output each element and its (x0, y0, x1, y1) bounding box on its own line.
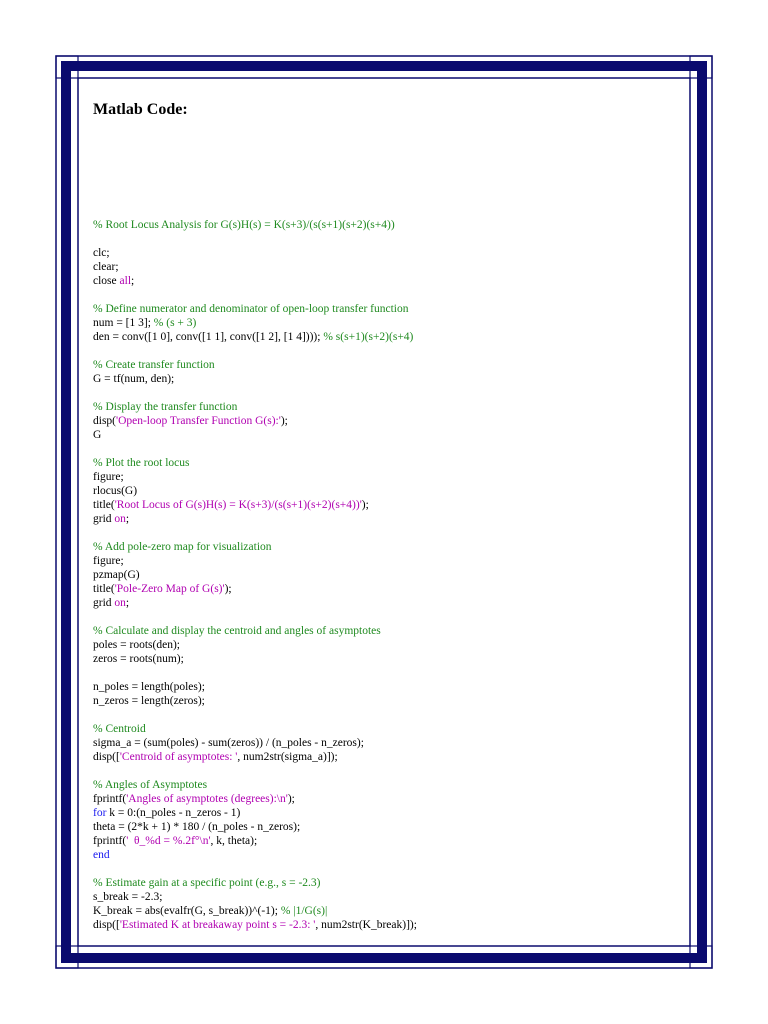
matlab-code-block (93, 218, 713, 932)
code-comment: % Centroid (93, 723, 146, 735)
code-string: 'Pole-Zero Map of G(s)' (114, 583, 225, 595)
code-line (93, 372, 713, 386)
code-line (93, 778, 713, 792)
code-line (93, 246, 713, 260)
code-text: ); (287, 793, 295, 805)
blank-line (93, 708, 713, 722)
code-line (93, 498, 713, 512)
code-comment: % (s + 3) (153, 317, 197, 329)
code-line (93, 820, 713, 834)
code-line (93, 218, 713, 232)
code-line (93, 274, 713, 288)
code-line (93, 680, 713, 694)
code-line (93, 834, 713, 848)
code-text: num = [1 3]; (93, 317, 154, 329)
document-heading: Matlab Code: (93, 101, 188, 118)
code-text: n_zeros = length(zeros); (93, 695, 205, 707)
code-string: 'Angles of asymptotes (degrees):\n' (126, 793, 288, 805)
code-text: fprintf( (93, 793, 127, 805)
code-text: zeros = roots(num); (93, 653, 184, 665)
code-comment: % Root Locus Analysis for G(s)H(s) = K(s+3)/(s(s+1)(s+2)(s+4)) (93, 219, 395, 231)
code-line (93, 904, 713, 918)
code-text: title( (93, 583, 115, 595)
code-line (93, 582, 713, 596)
code-text: disp( (93, 415, 116, 427)
code-text: ; (125, 597, 130, 609)
code-line (93, 358, 713, 372)
blank-line (93, 232, 713, 246)
code-text: clc; (93, 247, 110, 259)
code-string: on (114, 597, 126, 609)
code-comment: % Define numerator and denominator of open-loop transfer function (93, 303, 409, 315)
code-text: ); (361, 499, 369, 511)
blank-line (93, 764, 713, 778)
code-line (93, 484, 713, 498)
blank-line (93, 442, 713, 456)
code-text: figure; (93, 471, 124, 483)
code-text: fprintf( (93, 835, 127, 847)
code-text: ; (131, 275, 135, 287)
code-text: G (93, 429, 102, 441)
code-comment: % Create transfer function (93, 359, 215, 371)
code-line (93, 330, 713, 344)
code-line (93, 890, 713, 904)
code-line (93, 554, 713, 568)
code-text: ); (280, 415, 288, 427)
code-text: s_break = -2.3; (93, 891, 163, 903)
code-text: poles = roots(den); (93, 639, 180, 651)
code-line (93, 470, 713, 484)
code-line (93, 848, 713, 862)
code-keyword: end (93, 849, 110, 861)
code-string: 'Open-loop Transfer Function G(s):' (116, 415, 281, 427)
code-line (93, 694, 713, 708)
code-line (93, 414, 713, 428)
blank-line (93, 526, 713, 540)
code-text: G = tf(num, den); (93, 373, 175, 385)
code-comment: % Estimate gain at a specific point (e.g., s = -2.3) (93, 877, 321, 889)
code-string: 'Estimated K at breakaway point s = -2.3: ' (119, 919, 316, 931)
code-line (93, 750, 713, 764)
code-line (93, 302, 713, 316)
code-comment: % Add pole-zero map for visualization (93, 541, 272, 553)
code-comment: % |1/G(s)| (280, 905, 328, 917)
code-text: theta = (2*k + 1) * 180 / (n_poles - n_zeros); (93, 821, 301, 833)
code-line (93, 624, 713, 638)
code-text: sigma_a = (sum(poles) - sum(zeros)) / (n_poles - n_zeros); (93, 737, 364, 749)
code-line (93, 512, 713, 526)
code-string: ' θ_%d = %.2f°\n' (126, 835, 211, 847)
code-comment: % Display the transfer function (93, 401, 238, 413)
code-line (93, 428, 713, 442)
code-line (93, 792, 713, 806)
code-text: , num2str(K_break)]); (315, 919, 417, 931)
code-text: , num2str(sigma_a)]); (237, 751, 338, 763)
code-text: ; (125, 513, 130, 525)
code-text: K_break = abs(evalfr(G, s_break))^(-1); (93, 905, 281, 917)
code-line (93, 652, 713, 666)
code-line (93, 806, 713, 820)
code-string: 'Root Locus of G(s)H(s) = K(s+3)/(s(s+1)(s+2)(s+4))' (114, 499, 362, 511)
code-text: disp([ (93, 751, 120, 763)
code-comment: % Angles of Asymptotes (93, 779, 208, 791)
code-keyword: for (93, 807, 107, 819)
code-text: close (93, 275, 120, 287)
code-line (93, 722, 713, 736)
code-text: disp([ (93, 919, 120, 931)
code-string: 'Centroid of asymptotes: ' (119, 751, 238, 763)
blank-line (93, 862, 713, 876)
code-string: all (119, 275, 132, 287)
code-text: figure; (93, 555, 124, 567)
code-text: k = 0:(n_poles - n_zeros - 1) (106, 807, 241, 819)
code-line (93, 596, 713, 610)
code-text: rlocus(G) (93, 485, 138, 497)
code-text: grid (93, 513, 115, 525)
code-text: grid (93, 597, 115, 609)
code-text: title( (93, 499, 115, 511)
code-line (93, 400, 713, 414)
code-string: on (114, 513, 126, 525)
code-text: clear; (93, 261, 119, 273)
code-line (93, 736, 713, 750)
code-line (93, 638, 713, 652)
code-text: , k, theta); (210, 835, 258, 847)
code-text: ); (224, 583, 232, 595)
code-line (93, 316, 713, 330)
blank-line (93, 666, 713, 680)
code-text: pzmap(G) (93, 569, 140, 581)
code-line (93, 456, 713, 470)
code-line (93, 540, 713, 554)
code-comment: % Plot the root locus (93, 457, 190, 469)
code-text: n_poles = length(poles); (93, 681, 205, 693)
code-line (93, 260, 713, 274)
code-line (93, 918, 713, 932)
blank-line (93, 610, 713, 624)
blank-line (93, 344, 713, 358)
code-comment: % Calculate and display the centroid and angles of asymptotes (93, 625, 381, 637)
code-line (93, 568, 713, 582)
code-line (93, 876, 713, 890)
blank-line (93, 288, 713, 302)
code-text: den = conv([1 0], conv([1 1], conv([1 2], [1 4]))); (93, 331, 324, 343)
code-comment: % s(s+1)(s+2)(s+4) (323, 331, 414, 343)
blank-line (93, 386, 713, 400)
